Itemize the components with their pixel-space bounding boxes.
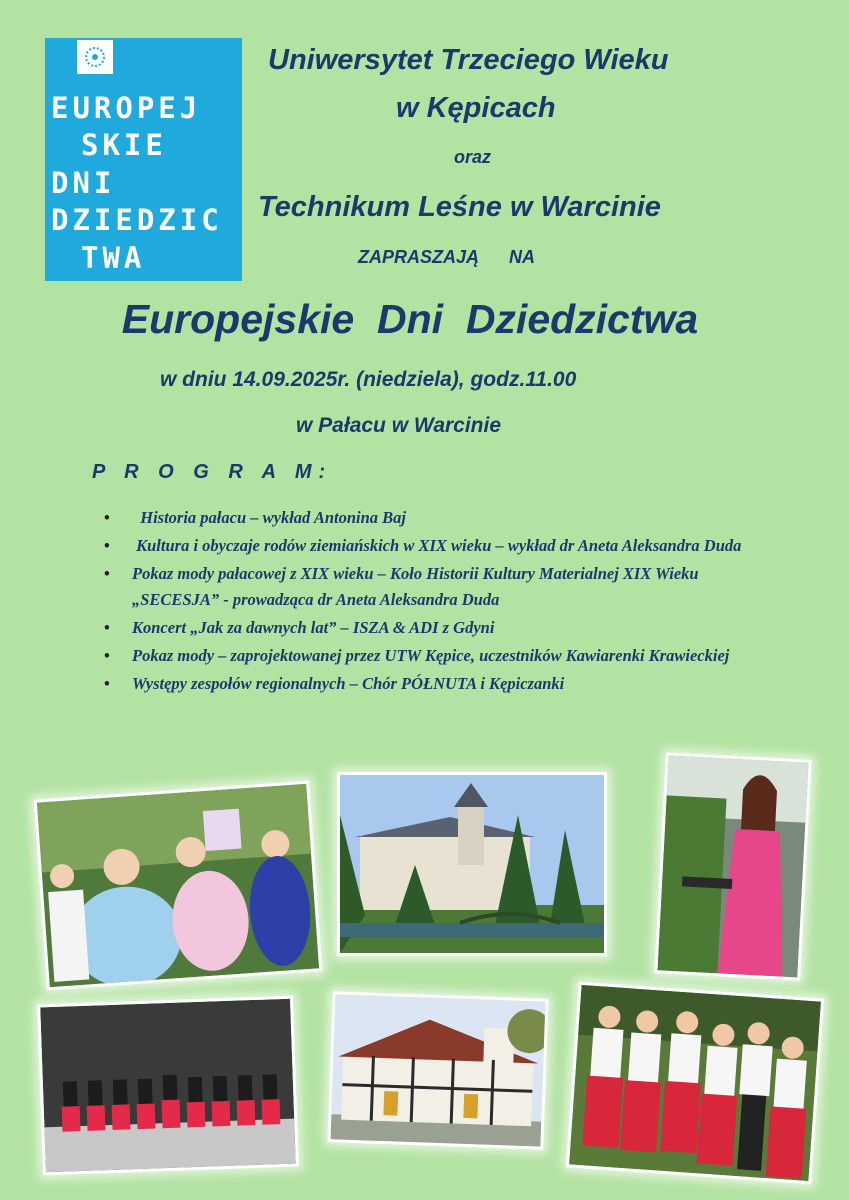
logo-line-3: DNI <box>51 166 116 200</box>
program-list <box>104 505 744 699</box>
event-logo <box>45 38 242 281</box>
org1-line1: Uniwersytet Trzeciego Wieku <box>268 44 669 76</box>
event-date: w dniu 14.09.2025r. (niedziela), godz.11.00 <box>160 368 577 391</box>
program-item: • Pokaz mody – zaprojektowanej przez UTW Kępice, uczestników Kawiarenki Krawieckiej <box>104 643 744 669</box>
conjunction: oraz <box>454 147 492 167</box>
photo-folk-ensemble <box>566 982 824 1185</box>
program-item: • Kultura i obyczaje rodów ziemiańskich w XIX wieku – wykład dr Aneta Aleksandra Duda <box>104 533 744 559</box>
org1-line2: w Kępicach <box>396 92 556 124</box>
photo-choir-stage <box>37 996 299 1176</box>
photo-palace <box>337 772 607 956</box>
event-place: w Pałacu w Warcinie <box>296 414 502 437</box>
program-item: • Koncert „Jak za dawnych lat” – ISZA & ADI z Gdyni <box>104 615 744 641</box>
stars-emblem-icon <box>77 40 113 74</box>
program-item: • Historia pałacu – wykład Antonina Baj <box>104 505 744 531</box>
invite-text: ZAPRASZAJĄ NA <box>358 247 536 267</box>
logo-line-4: DZIEDZIC <box>51 203 223 237</box>
photo-singer <box>654 752 811 980</box>
photo-timber-house <box>327 991 548 1149</box>
logo-line-2: SKIE <box>81 128 167 162</box>
logo-line-1: EUROPEJ <box>51 91 202 125</box>
program-item: • Pokaz mody pałacowej z XIX wieku – Koło Historii Kultury Materialnej XIX Wieku „SECESJA” - prowadząca dr Aneta Aleksandra Duda <box>104 561 744 613</box>
event-title: Europejskie Dni Dziedzictwa <box>121 296 699 342</box>
program-heading: P R O G R A M: <box>92 461 333 483</box>
logo-line-5: TWA <box>81 241 146 275</box>
org2: Technikum Leśne w Warcinie <box>258 191 661 223</box>
program-item: • Występy zespołów regionalnych – Chór PÓŁNUTA i Kępiczanki <box>104 671 744 697</box>
photo-costume-show <box>34 781 323 991</box>
